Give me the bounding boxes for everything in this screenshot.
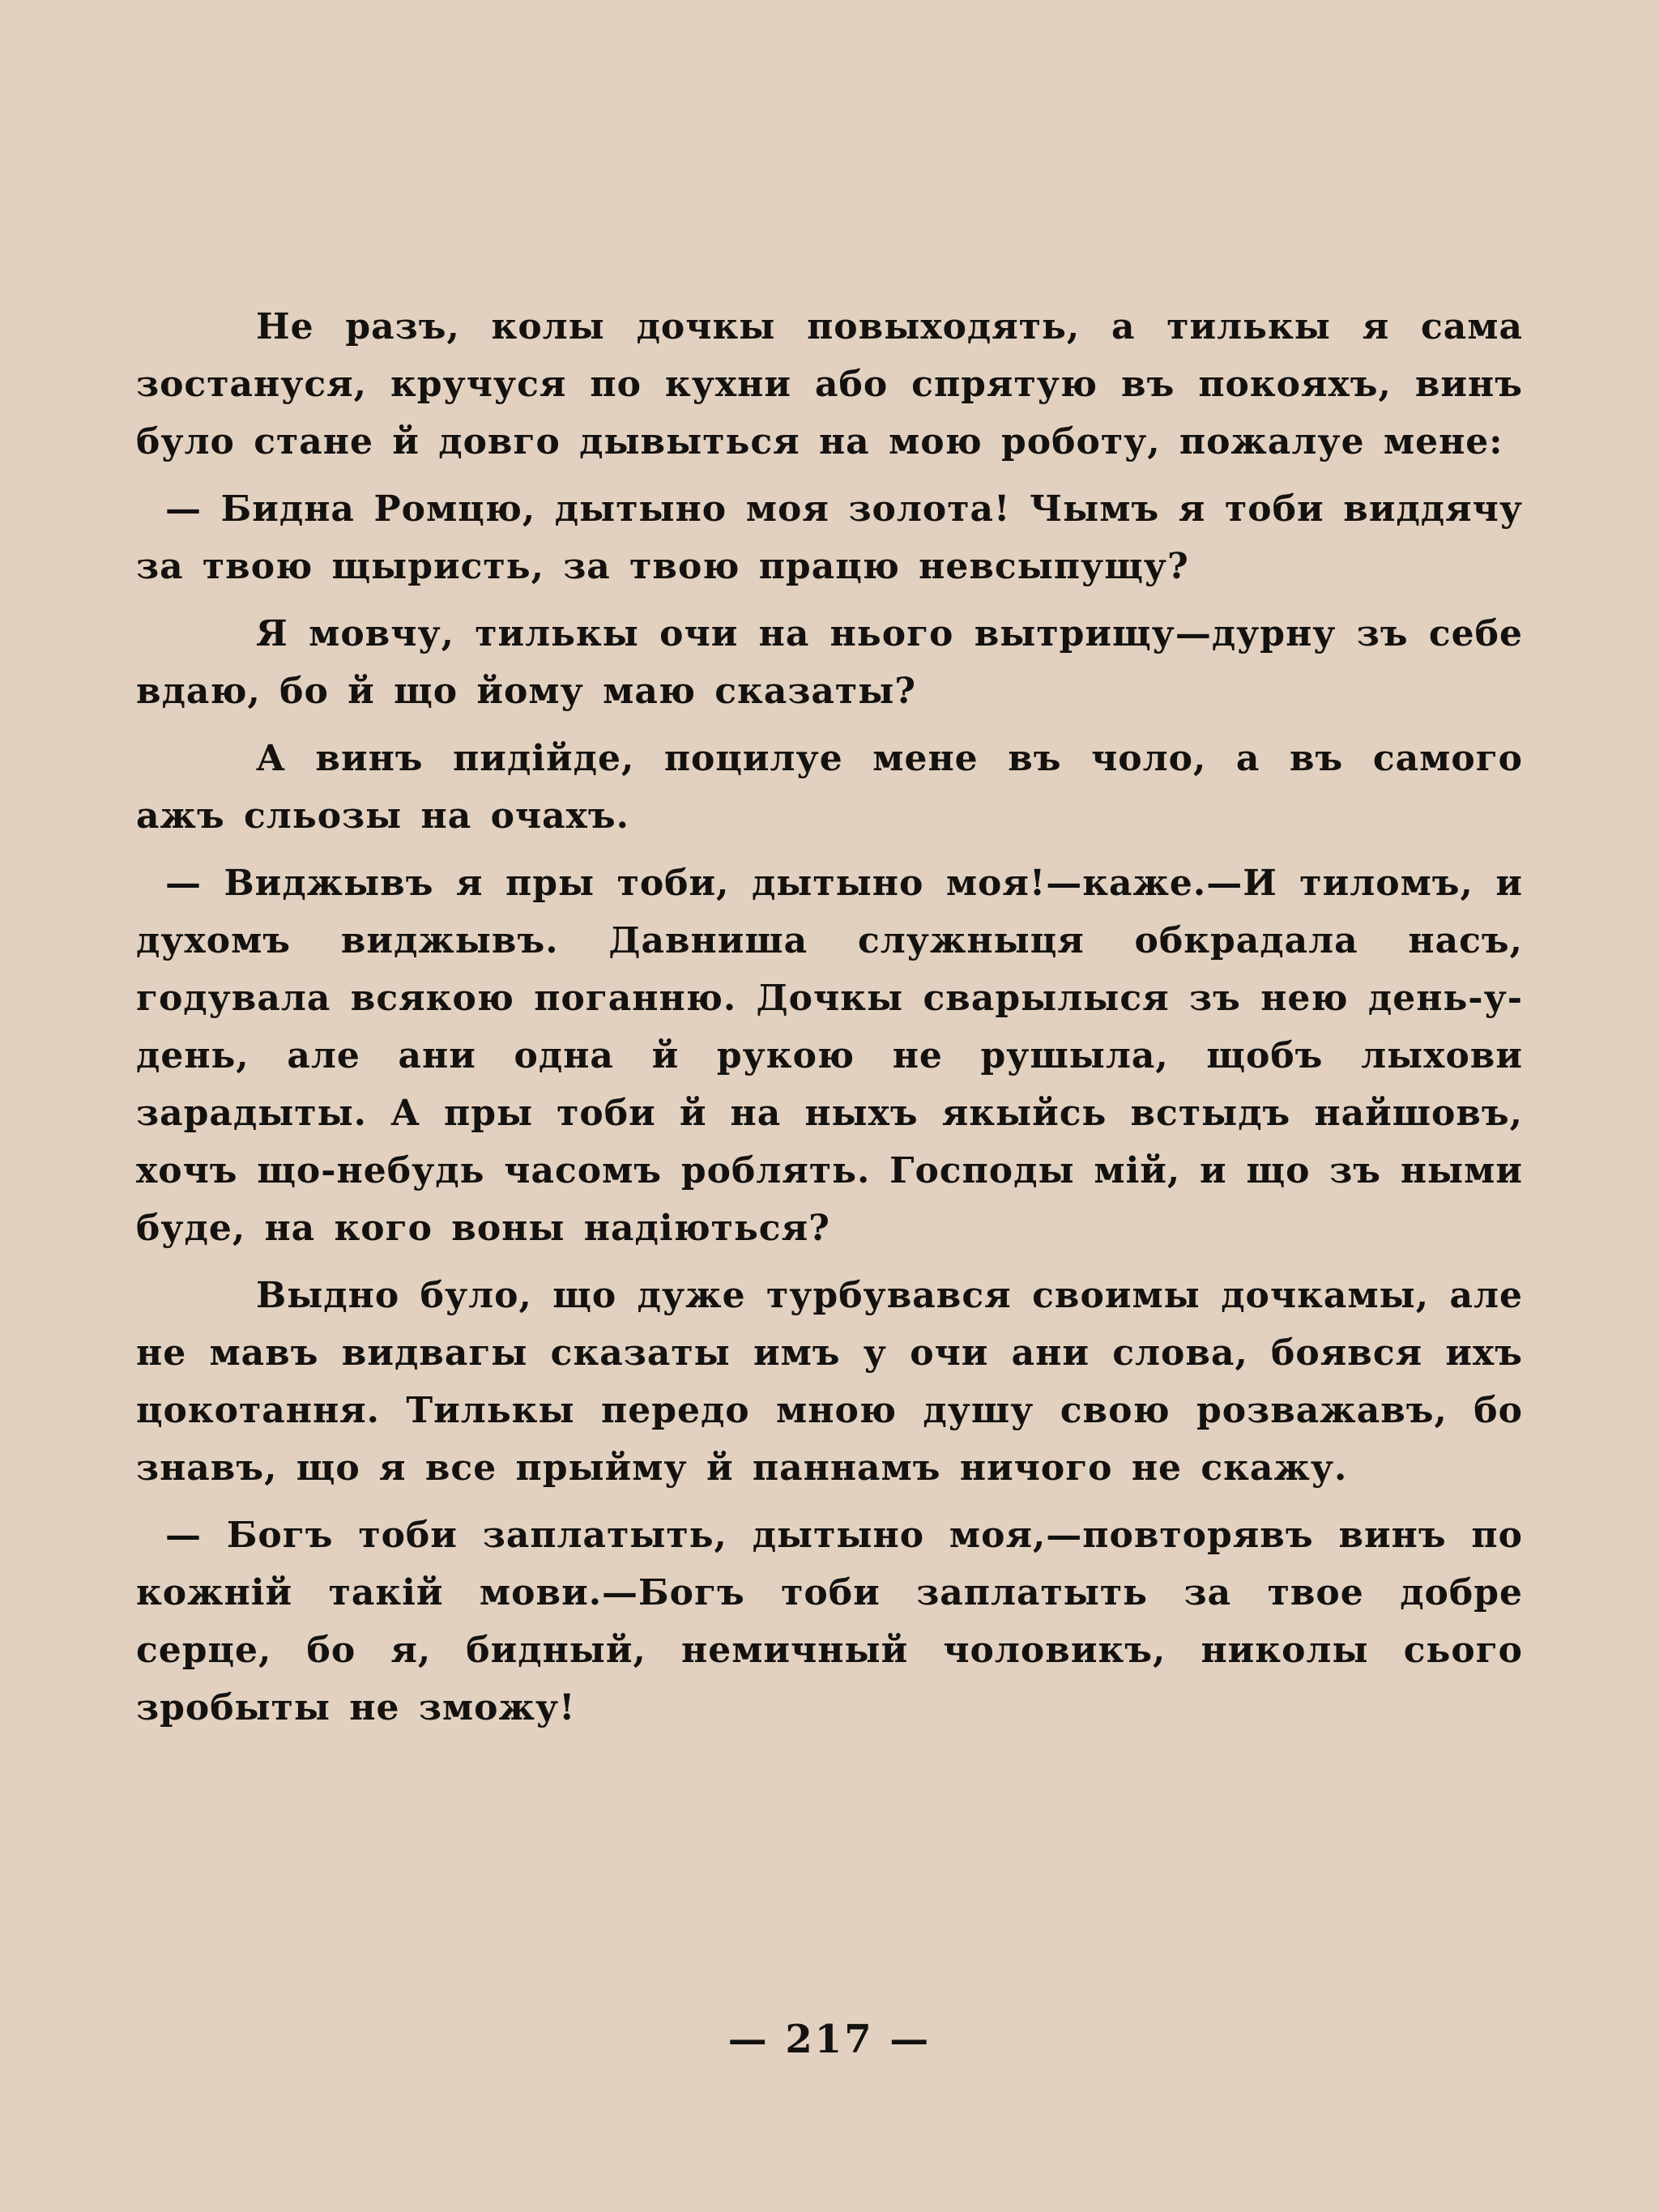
paragraph: Выдно було, що дуже турбувався своимы дочкамы, але не мавъ видвагы сказаты имъ у очи ани слова, боявся ихъ цокотання. Тилькы передо мною душу свою розважавъ, бо знавъ, що я все прыйму й паннамъ ничого не скажу. [136,1275,1523,1489]
page-body [136,298,1523,1746]
dialogue-paragraph: — Виджывъ я пры тоби, дытыно моя!—каже.—И тиломъ, и духомъ виджывъ. Давниша служныця обкрадала насъ, годувала всякою поганню. Дочкы сварылыся зъ нею день-у-день, але ани одна й рукою не рушыла, щобъ лыхови зарадыты. А пры тоби й на ныхъ якыйсь встыдъ найшовъ, хочъ що-небудь часомъ роблять. Господы мій, и що зъ ными буде, на кого воны надіються? [136,863,1523,1249]
paragraph: Я мовчу, тилькы очи на нього вытрищу—дурну зъ себе вдаю, бо й що йому маю сказаты? [136,613,1523,712]
paragraph: А винъ пидійде, поцилуе мене въ чоло, а въ самого ажъ сльозы на очахъ. [136,738,1523,837]
paragraph: Не разъ, колы дочкы повыходять, а тилькы я сама зостануся, кручуся по кухни або спрятую въ покояхъ, винъ було стане й довго дывыться на мою роботу, пожалуе мене: [136,306,1523,462]
dialogue-paragraph: — Бидна Ромцю, дытыно моя золота! Чымъ я тоби виддячу за твою щыристь, за твою працю невсыпущу? [136,488,1523,587]
dialogue-paragraph: — Богъ тоби заплатыть, дытыно моя,—повторявъ винъ по кожній такій мови.—Богъ тоби заплатыть за твое добре серце, бо я, бидный, немичный чоловикъ, николы сього зробыты не зможу! [136,1515,1523,1728]
page-number: — 217 — [727,2017,932,2062]
